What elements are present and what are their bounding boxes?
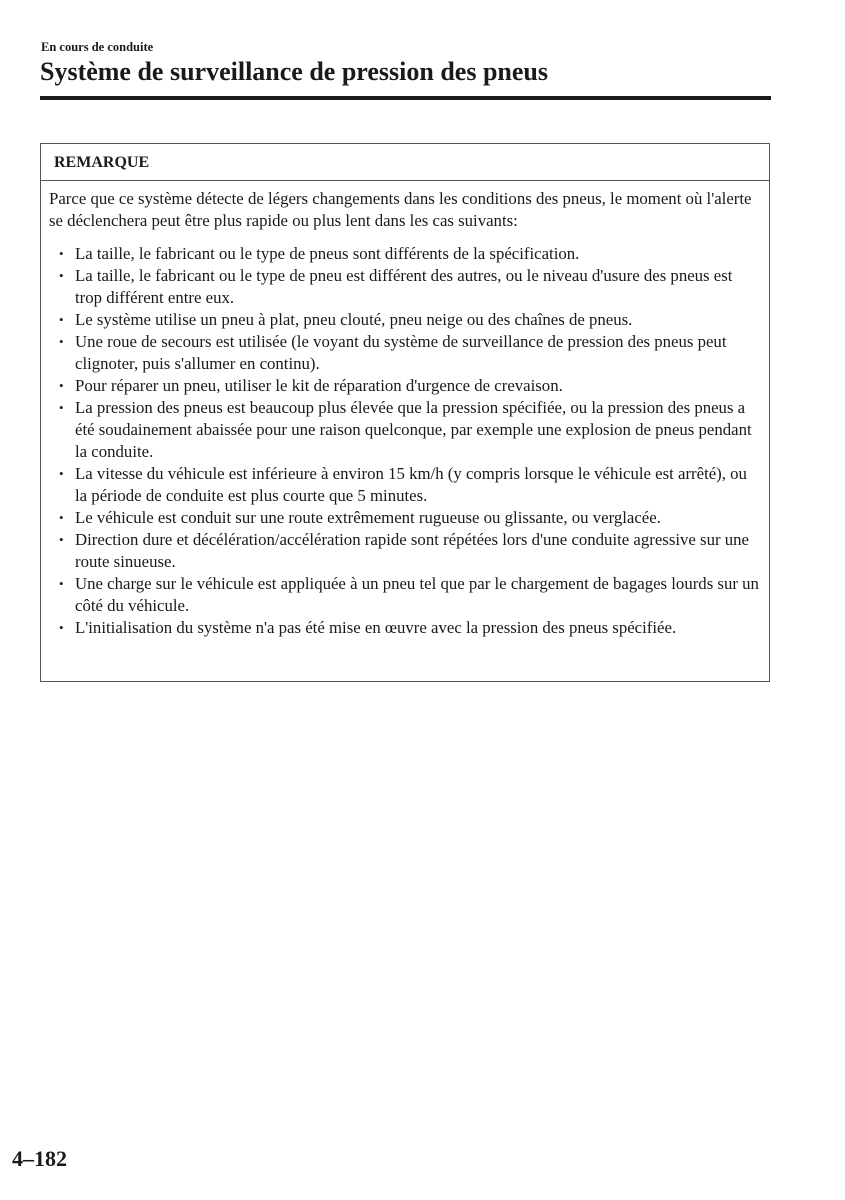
list-item: • La taille, le fabricant ou le type de pneu est différent des autres, ou le niveau d'usure des pneus est trop différent entre eux. (49, 265, 763, 309)
list-item: • La vitesse du véhicule est inférieure à environ 15 km/h (y compris lorsque le véhicule est arrêté), ou la période de conduite est plus courte que 5 minutes. (49, 463, 763, 507)
list-item: • Le système utilise un pneu à plat, pneu clouté, pneu neige ou des chaînes de pneus. (49, 309, 763, 331)
page-title: Système de surveillance de pression des pneus (40, 57, 548, 86)
list-item: • L'initialisation du système n'a pas été mise en œuvre avec la pression des pneus spécifiée. (49, 617, 763, 639)
list-item: • Pour réparer un pneu, utiliser le kit de réparation d'urgence de crevaison. (49, 375, 763, 397)
page-number: 4–182 (12, 1146, 67, 1171)
list-item: • Une charge sur le véhicule est appliquée à un pneu tel que par le chargement de bagages lourds sur un côté du véhicule. (49, 573, 763, 617)
list-item: • Le véhicule est conduit sur une route extrêmement rugueuse ou glissante, ou verglacée. (49, 507, 763, 529)
remarque-body (41, 181, 769, 639)
remarque-list (49, 243, 763, 639)
list-item: • Une roue de secours est utilisée (le voyant du système de surveillance de pression des pneus peut clignoter, puis s'allumer en continu). (49, 331, 763, 375)
list-item: • Direction dure et décélération/accélération rapide sont répétées lors d'une conduite agressive sur une route sinueuse. (49, 529, 763, 573)
remarque-box (40, 143, 770, 682)
remarque-intro: Parce que ce système détecte de légers changements dans les conditions des pneus, le moment où l'alerte se déclenchera peut être plus rapide ou plus lent dans les cas suivants: (49, 189, 752, 230)
remarque-heading: REMARQUE (41, 144, 769, 181)
list-item: • La taille, le fabricant ou le type de pneus sont différents de la spécification. (49, 243, 763, 265)
section-label: En cours de conduite (41, 40, 154, 54)
list-item: • La pression des pneus est beaucoup plus élevée que la pression spécifiée, ou la pression des pneus a été soudainement abaissée pour une raison quelconque, par exemple une explosion de pneus pendant la conduite. (49, 397, 763, 463)
title-rule (40, 96, 771, 100)
